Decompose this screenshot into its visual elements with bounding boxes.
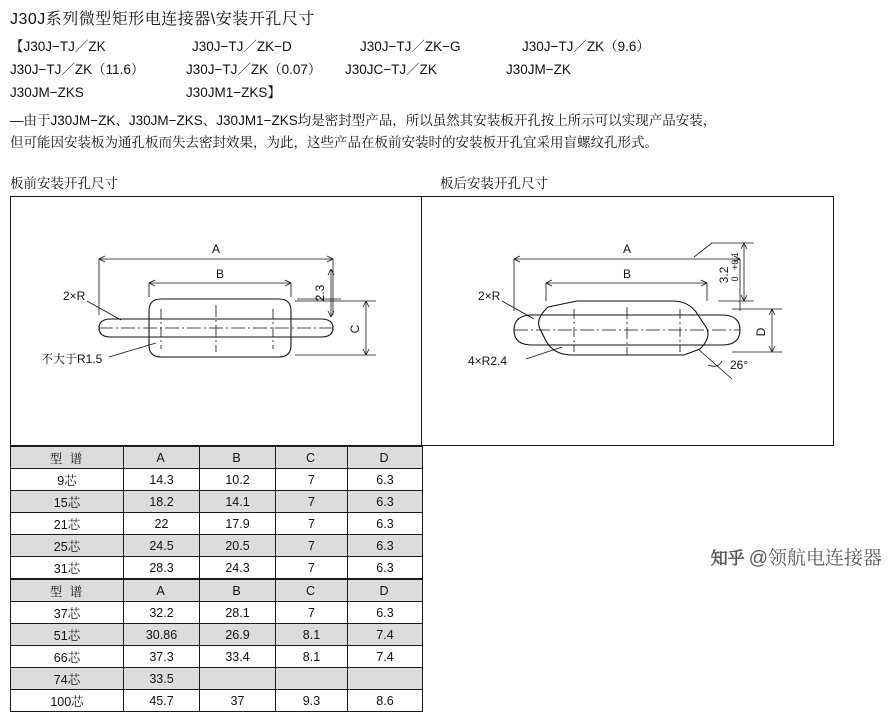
dim-label-A: A bbox=[211, 242, 221, 256]
cell-b: 10.2 bbox=[200, 469, 276, 491]
table-rear-mount bbox=[10, 579, 423, 712]
cell-a: 33.5 bbox=[124, 668, 200, 690]
cell-d: 6.3 bbox=[348, 557, 423, 579]
col-header-c: C bbox=[276, 447, 348, 469]
model-item: J30J−TJ／ZK−D bbox=[192, 39, 292, 54]
cell-d: 6.3 bbox=[348, 602, 423, 624]
model-row bbox=[10, 36, 880, 59]
cell-a: 32.2 bbox=[124, 602, 200, 624]
col-header-model: 型 谱 bbox=[11, 580, 124, 602]
dim-label-C: C bbox=[348, 324, 362, 334]
cell-b: 26.9 bbox=[200, 624, 276, 646]
cell-d: 6.3 bbox=[348, 535, 423, 557]
table-row bbox=[11, 646, 423, 668]
cell-d: 7.4 bbox=[348, 624, 423, 646]
cell-c bbox=[276, 668, 348, 690]
cell-d bbox=[348, 668, 423, 690]
cell-b: 28.1 bbox=[200, 602, 276, 624]
cell-b: 33.4 bbox=[200, 646, 276, 668]
cell-d: 8.6 bbox=[348, 690, 423, 712]
cell-c: 9.3 bbox=[276, 690, 348, 712]
cell-d: 7.4 bbox=[348, 646, 423, 668]
cell-model: 74芯 bbox=[11, 668, 124, 690]
table-row bbox=[11, 602, 423, 624]
table-header-row bbox=[11, 447, 423, 469]
table-row bbox=[11, 668, 423, 690]
caption-front-mount: 板前安装开孔尺寸 bbox=[10, 176, 118, 191]
model-item: J30J−TJ／ZK（0.07） bbox=[186, 62, 322, 77]
dim-label-3-2: 3.2 bbox=[717, 266, 731, 284]
cell-a: 24.5 bbox=[124, 535, 200, 557]
note-block bbox=[10, 110, 882, 154]
col-header-d: D bbox=[348, 580, 423, 602]
cell-c: 7 bbox=[276, 535, 348, 557]
cell-c: 8.1 bbox=[276, 646, 348, 668]
table-row bbox=[11, 491, 423, 513]
cell-a: 18.2 bbox=[124, 491, 200, 513]
cell-c: 7 bbox=[276, 491, 348, 513]
cell-a: 37.3 bbox=[124, 646, 200, 668]
spec-tables bbox=[10, 446, 834, 712]
dim-tol-upper: +0.1 bbox=[730, 252, 740, 270]
cell-c: 7 bbox=[276, 602, 348, 624]
model-item: J30J−TJ／ZK（9.6） bbox=[522, 39, 650, 54]
page-title: J30J系列微型矩形电连接器\安装开孔尺寸 bbox=[10, 11, 315, 28]
cell-b: 24.3 bbox=[200, 557, 276, 579]
model-item: 【J30J−TJ／ZK bbox=[10, 39, 106, 54]
dim-label-2xR: 2×R bbox=[478, 289, 501, 303]
model-row bbox=[10, 82, 880, 105]
cell-c: 7 bbox=[276, 513, 348, 535]
model-item: J30JM−ZKS bbox=[10, 85, 84, 100]
table-row bbox=[11, 469, 423, 491]
cell-d: 6.3 bbox=[348, 491, 423, 513]
cell-model: 37芯 bbox=[11, 602, 124, 624]
dim-label-4xR24: 4×R2.4 bbox=[468, 354, 508, 368]
cell-b bbox=[200, 668, 276, 690]
caption-rear-mount: 板后安装开孔尺寸 bbox=[440, 176, 548, 191]
dim-tol-lower: 0 bbox=[730, 276, 740, 282]
note-line-1: —由于J30JM−ZK、J30JM−ZKS、J30JM1−ZKS均是密封型产品，所以虽然其安装板开孔按上所示可以实现产品安装， bbox=[10, 113, 717, 128]
model-list bbox=[10, 36, 880, 105]
dim-label-2-3: 2.3 bbox=[313, 284, 327, 302]
table-row bbox=[11, 513, 423, 535]
cell-d: 6.3 bbox=[348, 513, 423, 535]
cell-d: 6.3 bbox=[348, 469, 423, 491]
cell-model: 31芯 bbox=[11, 557, 124, 579]
dim-label-B: B bbox=[215, 267, 225, 281]
table-row bbox=[11, 690, 423, 712]
rear-mount-drawing bbox=[422, 197, 832, 445]
drawing-container bbox=[10, 196, 834, 446]
table-row bbox=[11, 557, 423, 579]
col-header-a: A bbox=[124, 447, 200, 469]
col-header-b: B bbox=[200, 447, 276, 469]
cell-a: 22 bbox=[124, 513, 200, 535]
dim-label-angle: 26° bbox=[730, 358, 749, 372]
dim-label-B: B bbox=[622, 267, 632, 281]
dim-label-D: D bbox=[754, 327, 768, 337]
col-header-model: 型 谱 bbox=[11, 447, 124, 469]
model-item: J30J−TJ／ZK−G bbox=[360, 39, 461, 54]
cell-a: 28.3 bbox=[124, 557, 200, 579]
cell-b: 20.5 bbox=[200, 535, 276, 557]
table-row bbox=[11, 624, 423, 646]
cell-model: 100芯 bbox=[11, 690, 124, 712]
model-item: J30J−TJ／ZK（11.6） bbox=[10, 62, 145, 77]
cell-model: 9芯 bbox=[11, 469, 124, 491]
cell-b: 14.1 bbox=[200, 491, 276, 513]
cell-model: 15芯 bbox=[11, 491, 124, 513]
cell-c: 7 bbox=[276, 469, 348, 491]
dim-label-max-r15: 不大于R1.5 bbox=[41, 352, 103, 366]
col-header-c: C bbox=[276, 580, 348, 602]
cell-b: 17.9 bbox=[200, 513, 276, 535]
cell-c: 7 bbox=[276, 557, 348, 579]
watermark-text: @领航电连接器 bbox=[748, 548, 882, 569]
table-header-row bbox=[11, 580, 423, 602]
table-row bbox=[11, 535, 423, 557]
col-header-b: B bbox=[200, 580, 276, 602]
cell-a: 45.7 bbox=[124, 690, 200, 712]
note-line-2: 但可能因安装板为通孔板而失去密封效果，为此，这些产品在板前安装时的安装板开孔宜采用盲螺纹孔形式。 bbox=[10, 135, 658, 150]
cell-a: 30.86 bbox=[124, 624, 200, 646]
dim-label-2xR: 2×R bbox=[63, 289, 86, 303]
front-mount-drawing bbox=[11, 197, 421, 445]
model-item: J30JM−ZK bbox=[506, 62, 571, 77]
cell-model: 66芯 bbox=[11, 646, 124, 668]
cell-c: 8.1 bbox=[276, 624, 348, 646]
model-row bbox=[10, 59, 880, 82]
cell-b: 37 bbox=[200, 690, 276, 712]
table-front-mount bbox=[10, 446, 423, 579]
cell-model: 51芯 bbox=[11, 624, 124, 646]
zhihu-logo-icon: 知乎 bbox=[710, 549, 745, 568]
model-item: J30JM1−ZKS】 bbox=[186, 85, 281, 100]
cell-model: 25芯 bbox=[11, 535, 124, 557]
col-header-a: A bbox=[124, 580, 200, 602]
cell-model: 21芯 bbox=[11, 513, 124, 535]
col-header-d: D bbox=[348, 447, 423, 469]
model-item: J30JC−TJ／ZK bbox=[345, 62, 437, 77]
watermark bbox=[711, 543, 882, 570]
dim-label-A: A bbox=[622, 242, 632, 256]
cell-a: 14.3 bbox=[124, 469, 200, 491]
